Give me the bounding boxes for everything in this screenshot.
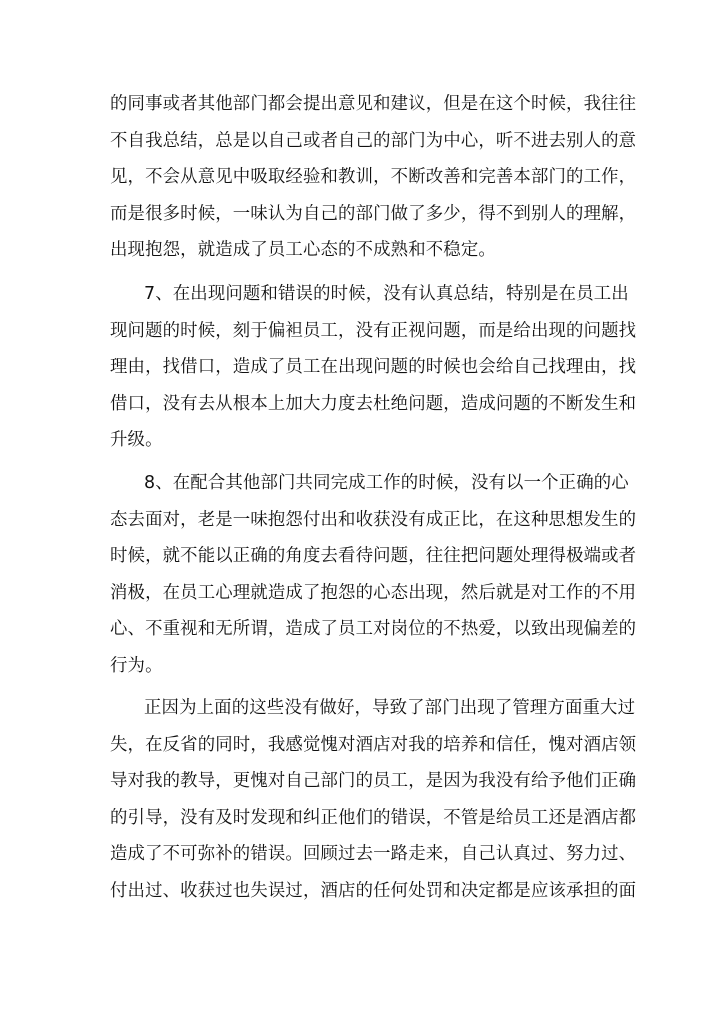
text-line: 的同事或者其他部门都会提出意见和建议，但是在这个时候，我往往	[110, 94, 637, 114]
text-line: 7、在出现问题和错误的时候，没有认真总结，特别是在员工出	[144, 284, 629, 304]
text-line: 现问题的时候，刻于偏袒员工，没有正视问题，而是给出现的问题找	[110, 320, 637, 341]
paragraph-item-7	[110, 276, 637, 459]
text-line: 时候，就不能以正确的角度去看待问题，往往把问题处理得极端或者	[110, 546, 637, 567]
text-line: 态去面对，老是一味抱怨付出和收获没有成正比，在这种思想发生的	[110, 509, 637, 530]
paragraph-continuation	[110, 86, 637, 269]
text-line: 心、不重视和无所谓，造成了员工对岗位的不热爱，以致出现偏差的	[110, 619, 637, 640]
text-line: 升级。	[110, 430, 163, 451]
paragraph-reflection	[110, 690, 637, 910]
text-line: 理由，找借口，造成了员工在出现问题的时候也会给自己找理由，找	[110, 357, 637, 378]
text-line: 付出过、收获过也失误过，酒店的任何处罚和决定都是应该承担的面	[110, 880, 637, 901]
text-line: 见，不会从意见中吸取经验和教训，不断改善和完善本部门的工作，	[110, 167, 637, 188]
text-line: 借口，没有去从根本上加大力度去杜绝问题，造成问题的不断发生和	[110, 393, 637, 414]
text-line: 的引导，没有及时发现和纠正他们的错误，不管是给员工还是酒店都	[110, 807, 637, 828]
text-line: 正因为上面的这些没有做好，导致了部门出现了管理方面重大过	[144, 698, 636, 718]
text-line: 8、在配合其他部门共同完成工作的时候，没有以一个正确的心	[144, 473, 629, 493]
text-line: 出现抱怨，就造成了员工心态的不成熟和不稳定。	[110, 240, 496, 261]
text-line: 失，在反省的同时，我感觉愧对酒店对我的培养和信任，愧对酒店领	[110, 734, 637, 755]
paragraph-item-8	[110, 465, 637, 685]
text-line: 导对我的教导，更愧对自己部门的员工，是因为我没有给予他们正确	[110, 771, 637, 792]
text-line: 不自我总结，总是以自己或者自己的部门为中心，听不进去别人的意	[110, 130, 637, 151]
text-line: 消极，在员工心理就造成了抱怨的心态出现，然后就是对工作的不用	[110, 582, 637, 603]
text-line: 行为。	[110, 655, 163, 676]
text-line: 而是很多时候，一味认为自己的部门做了多少，得不到别人的理解，	[110, 203, 637, 224]
text-line: 造成了不可弥补的错误。回顾过去一路走来，自己认真过、努力过、	[110, 844, 637, 865]
